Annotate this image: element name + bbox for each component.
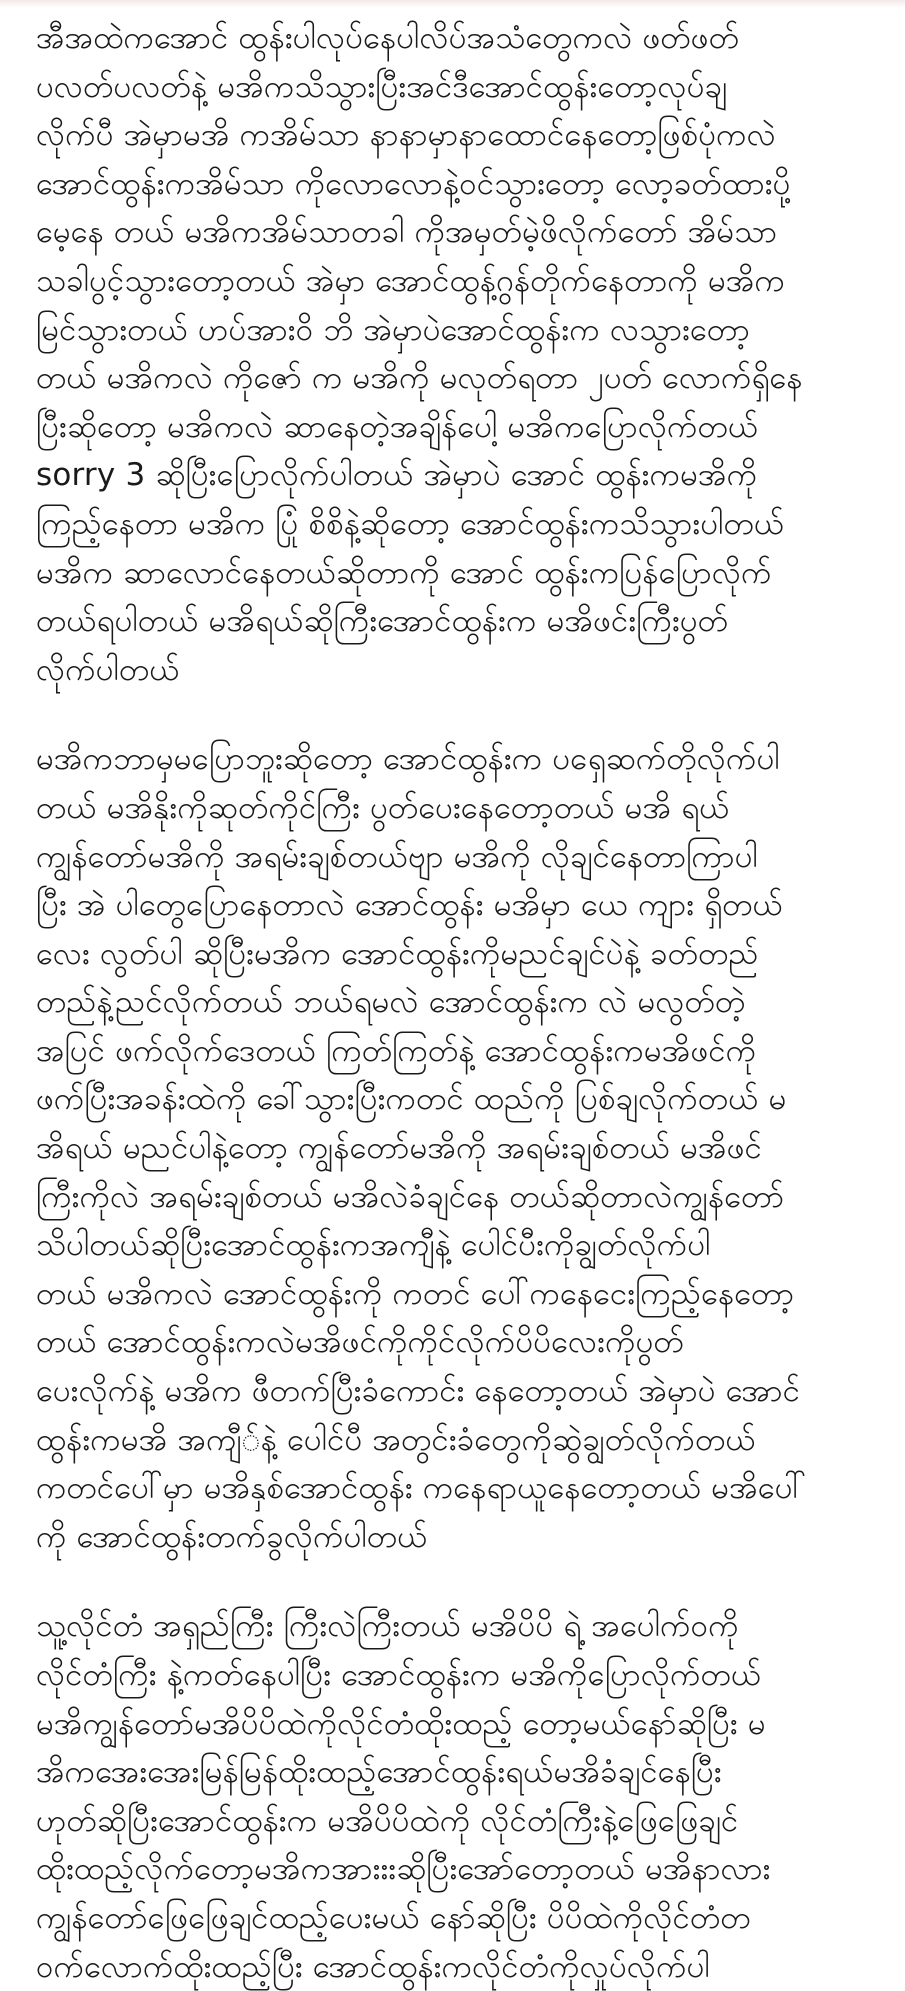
text-line: ပြီး အဲ ပါတွေပြောနေတာလဲ အောင်ထွန်း မအိမှာ ယေ ကျား ရှိတယ် bbox=[36, 887, 783, 924]
text-line: မအိကဘာမှမပြောဘူးဆိုတော့ အောင်ထွန်းက ပရှေဆက်တိုလိုက်ပါ bbox=[36, 741, 780, 778]
text-line: ပြီးဆိုတော့ မအိကလဲ ဆာနေတဲ့အချိန်ပေါ့ မအိကပြောလိုက်တယ် bbox=[36, 408, 759, 445]
text-line: လိုင်တံကြီး နဲ့ကတ်နေပါပြီး အောင်ထွန်းက မအိကိုပြောလိုက်တယ် bbox=[36, 1657, 762, 1693]
text-line: ထွန်းကမအိ အကျီ်နဲ့ ပေါင်ပီ အတွင်းခံတွေကိုဆွဲချွတ်လိုက်တယ် bbox=[36, 1421, 756, 1458]
text-line: လိုက်ပီ အဲမှာမအိ ကအိမ်သာ နာနာမှာနာထောင်နေတော့ဖြစ်ပုံကလဲ bbox=[36, 117, 776, 154]
text-line: မအိကျွန်တော်မအိပိပိထဲကိုလိုင်တံထိုးထည့် တော့မယ်နော်ဆိုပြီး မ bbox=[36, 1705, 766, 1742]
text-line: ဟုတ်ဆိုပြီးအောင်ထွန်းက မအိပိပိထဲကို လိုင်တံကြီးနဲ့ဖြေဖြေချင် bbox=[36, 1802, 739, 1839]
text-line: မေ့နေ တယ် မအိကအိမ်သာတခါ ကိုအမှတ်မဲ့ဖိလိုက်တော် အိမ်သာ bbox=[36, 214, 778, 251]
top-edge-shadow bbox=[0, 0, 905, 8]
text-line: သိပါတယ်ဆိုပြီးအောင်ထွန်းကအကျီနဲ့ ပေါင်ပီးကိုချွတ်လိုက်ပါ bbox=[36, 1227, 711, 1264]
text-line: ကျွန်တော်ဖြေဖြေချင်ထည့်ပေးမယ် နော်ဆိုပြီး ပိပိထဲကိုလိုင်တံတ bbox=[36, 1899, 751, 1936]
text-line: တယ်ရပါတယ် မအိရယ်ဆိုကြီးအောင်ထွန်းက မအိဖင်းကြီးပွတ် bbox=[36, 603, 729, 640]
text-line: ကြည့်နေတာ မအိက ပြုံ စိစိနဲ့ဆိုတော့ အောင်ထွန်းကသိသွားပါတယ် bbox=[36, 505, 785, 542]
text-line: တယ် မအိနိုးကိုဆုတ်ကိုင်ကြီး ပွတ်ပေးနေတော့တယ် မအိ ရယ် bbox=[36, 789, 730, 826]
text-line: သခါပွင့်သွားတော့တယ် အဲမှာ အောင်ထွန့်ဂွန်တိုက်နေတာကို မအိက bbox=[36, 262, 786, 299]
paragraph-1 bbox=[36, 14, 876, 694]
text-line: ကို အောင်ထွန်းတက်ခွလိုက်ပါတယ် bbox=[36, 1518, 428, 1555]
text-line: မအိက ဆာလောင်နေတယ်ဆိုတာကို အောင် ထွန်းကပြန်ပြောလိုက် bbox=[36, 554, 772, 591]
text-line: တယ် အောင်ထွန်းကလဲမအိဖင်ကိုကိုင်လိုက်ပိပိလေးကိုပွတ် bbox=[36, 1324, 684, 1361]
text-line: ပလတ်ပလတ်နဲ့ မအိကသိသွားပြီးအင်ဒီအောင်ထွန်းတော့လုပ်ချ bbox=[36, 68, 728, 105]
text-line: သူ့လိုင်တံ အရှည်ကြီး ကြီးလဲကြီးတယ် မအိပိပိ ရဲ့ အပေါက်ဝကို bbox=[36, 1608, 739, 1645]
text-line: မြင်သွားတယ် ဟပ်အားဝိ ဘိ အဲမှာပဲအောင်ထွန်းက လသွားတော့ bbox=[36, 311, 750, 348]
text-line: ကြီးကိုလဲ အရမ်းချစ်တယ် မအိလဲခံချင်နေ တယ်ဆိုတာလဲကျွန်တော် bbox=[36, 1178, 785, 1215]
text-line: လိုက်ပါတယ် bbox=[36, 651, 180, 688]
text-line: အီအထဲကအောင် ထွန်းပါလုပ်နေပါလိပ်အသံတွေကလဲ ဖတ်ဖတ် bbox=[36, 20, 740, 56]
text-line: အိကအေးအေးမြန်မြန်ထိုးထည့်အောင်ထွန်းရယ်မအိခံချင်နေပြီး bbox=[36, 1754, 722, 1791]
text-line: တယ် မအိကလဲ အောင်ထွန်းကို ကတင် ပေါ်ကနေငေးကြည့်နေတော့ bbox=[36, 1275, 795, 1312]
article-body bbox=[36, 14, 876, 1991]
text-line: ကျွန်တော်မအိကို အရမ်းချစ်တယ်ဗျာ မအိကို လိုချင်နေတာကြာပါ bbox=[36, 838, 758, 875]
text-line: အောင်ထွန်းကအိမ်သာ ကိုလောလောနဲ့ဝင်သွားတော့ လော့ခတ်ထားပို့ bbox=[36, 165, 791, 202]
text-line: လေး လွတ်ပါ ဆိုပြီးမအိက အောင်ထွန်းကိုမညင်ချင်ပဲနဲ့ ခတ်တည် bbox=[36, 935, 759, 972]
text-line: ပေးလိုက်နဲ့ မအိက ဖီတက်ပြီးခံကောင်း နေတော့တယ် အဲမှာပဲ အောင် bbox=[36, 1373, 801, 1410]
text-line: အပြင် ဖက်လိုက်ဒေတယ် ကြတ်ကြတ်နဲ့ အောင်ထွန်းကမအိဖင်ကို bbox=[36, 1032, 757, 1069]
text-line: တယ် မအိကလဲ ကိုဇော် က မအိကို မလုတ်ရတာ ၂ပတ် လောက်ရှိနေ bbox=[36, 360, 803, 397]
text-line: ဖက်ပြီးအခန်းထဲကို ခေါ်သွားပြီးကတင် ထည်ကို ပြစ်ချလိုက်တယ် မ bbox=[36, 1081, 787, 1118]
text-line: ဝက်လောက်ထိုးထည့်ပြီး အောင်ထွန်းကလိုင်တံကိုလှုပ်လိုက်ပါ bbox=[36, 1948, 710, 1985]
text-line: sorry 3 ဆိုပြီးပြောလိုက်ပါတယ် အဲမှာပဲ အောင် ထွန်းကမအိကို bbox=[36, 457, 758, 494]
text-line: ထိုးထည့်လိုက်တော့မအိကအားးးဆိုပြီးအော်တော့တယ် မအိနာလား bbox=[36, 1851, 771, 1888]
paragraph-3 bbox=[36, 1602, 876, 1991]
text-line: တည်နဲ့ညင်လိုက်တယ် ဘယ်ရမလဲ အောင်ထွန်းက လဲ မလွတ်တဲ့ bbox=[36, 984, 746, 1021]
text-line: အိရယ် မညင်ပါနဲ့တော့ ကျွန်တော်မအိကို အရမ်းချစ်တယ် မအိဖင် bbox=[36, 1130, 762, 1167]
paragraph-2 bbox=[36, 735, 876, 1561]
text-line: ကတင်ပေါ်မှာ မအိနှစ်အောင်ထွန်း ကနေရာယူနေတော့တယ် မအိပေါ် bbox=[36, 1470, 807, 1507]
